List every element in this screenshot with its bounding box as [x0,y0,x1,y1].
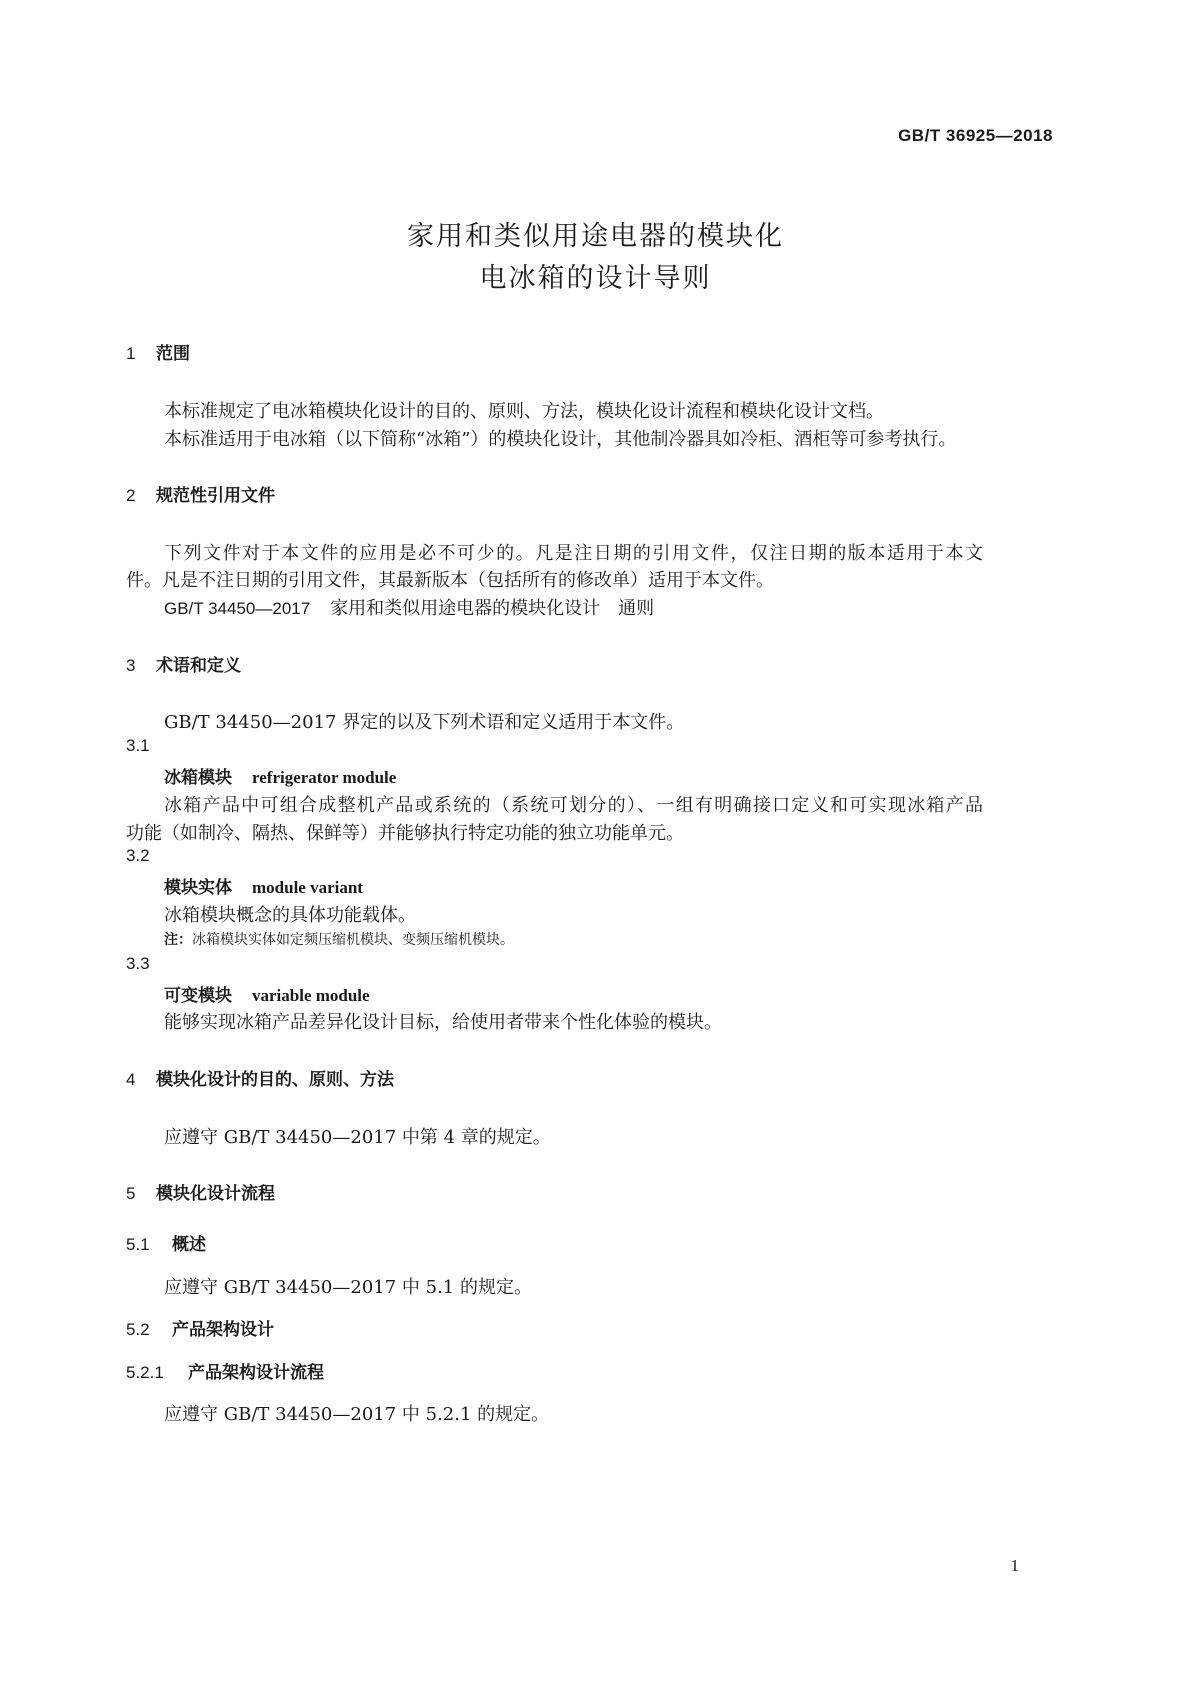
section-number: 5.1 [126,1235,150,1254]
paragraph: 应遵守 GB/T 34450—2017 中 5.1 的规定。 [164,1277,532,1298]
section-1-heading [126,339,190,364]
page-number: 1 [1010,1556,1019,1575]
subsection-5-2-1-heading [126,1358,324,1383]
term-number: 3.1 [126,736,150,755]
section-title: 模块化设计的目的、原则、方法 [156,1070,394,1090]
standard-code: GB/T 36925—2018 [898,126,1053,145]
term-definition: 冰箱产品中可组合成整机产品或系统的（系统可划分的）、一组有明确接口定义和可实现冰箱产品 [164,795,983,816]
paragraph: 应遵守 GB/T 34450—2017 中 5.2.1 的规定。 [164,1404,550,1425]
term-english: module variant [252,878,363,897]
section-number: 5 [126,1184,136,1203]
section-number: 5.2.1 [126,1363,164,1382]
section-5-heading [126,1179,275,1204]
normative-reference [164,594,654,620]
paragraph: 本标准规定了电冰箱模块化设计的目的、原则、方法，模块化设计流程和模块化设计文档。 [164,401,884,422]
section-number: 2 [126,486,136,505]
term-chinese: 冰箱模块 [164,768,232,788]
term-definition: 冰箱模块概念的具体功能载体。 [164,905,416,926]
paragraph: 应遵守 GB/T 34450—2017 中第 4 章的规定。 [164,1127,551,1148]
document-title-line-2: 电冰箱的设计导则 [479,263,712,294]
term-number: 3.2 [126,846,150,865]
section-title: 规范性引用文件 [156,486,275,506]
subsection-5-1-heading [126,1230,206,1255]
term-definition-continuation: 功能（如制冷、隔热、保鲜等）并能够执行特定功能的独立功能单元。 [126,823,684,844]
section-number: 4 [126,1070,136,1089]
section-2-heading [126,481,275,506]
reference-title: 家用和类似用途电器的模块化设计 通则 [330,598,655,619]
document-title-line-1: 家用和类似用途电器的模块化 [407,221,784,252]
term-entry [164,873,363,898]
section-number: 3 [126,656,136,675]
paragraph-continuation: 件。凡是不注日期的引用文件，其最新版本（包括所有的修改单）适用于本文件。 [126,570,774,591]
term-chinese: 模块实体 [164,878,232,898]
paragraph: GB/T 34450—2017 界定的以及下列术语和定义适用于本文件。 [164,712,685,733]
section-title: 范围 [156,344,190,364]
section-title: 概述 [172,1235,206,1255]
reference-code: GB/T 34450—2017 [164,599,311,618]
term-english: refrigerator module [252,768,397,787]
section-title: 术语和定义 [156,656,241,676]
term-note [164,929,514,949]
term-entry [164,981,370,1006]
term-number: 3.3 [126,954,150,973]
section-3-heading [126,651,241,676]
section-title: 模块化设计流程 [156,1184,275,1204]
note-label: 注： [164,932,192,948]
section-title: 产品架构设计 [172,1320,274,1340]
note-text: 冰箱模块实体如定频压缩机模块、变频压缩机模块。 [192,932,514,948]
term-english: variable module [252,986,370,1005]
term-entry [164,763,396,788]
section-4-heading [126,1065,394,1090]
section-number: 5.2 [126,1320,150,1339]
section-number: 1 [126,344,136,363]
paragraph: 下列文件对于本文件的应用是必不可少的。凡是注日期的引用文件，仅注日期的版本适用于本文 [164,543,983,564]
subsection-5-2-heading [126,1315,274,1340]
term-chinese: 可变模块 [164,986,232,1006]
paragraph: 本标准适用于电冰箱（以下简称“冰箱”）的模块化设计，其他制冷器具如冷柜、酒柜等可参考执行。 [164,429,957,450]
section-title: 产品架构设计流程 [188,1363,324,1383]
term-definition: 能够实现冰箱产品差异化设计目标，给使用者带来个性化体验的模块。 [164,1012,722,1033]
